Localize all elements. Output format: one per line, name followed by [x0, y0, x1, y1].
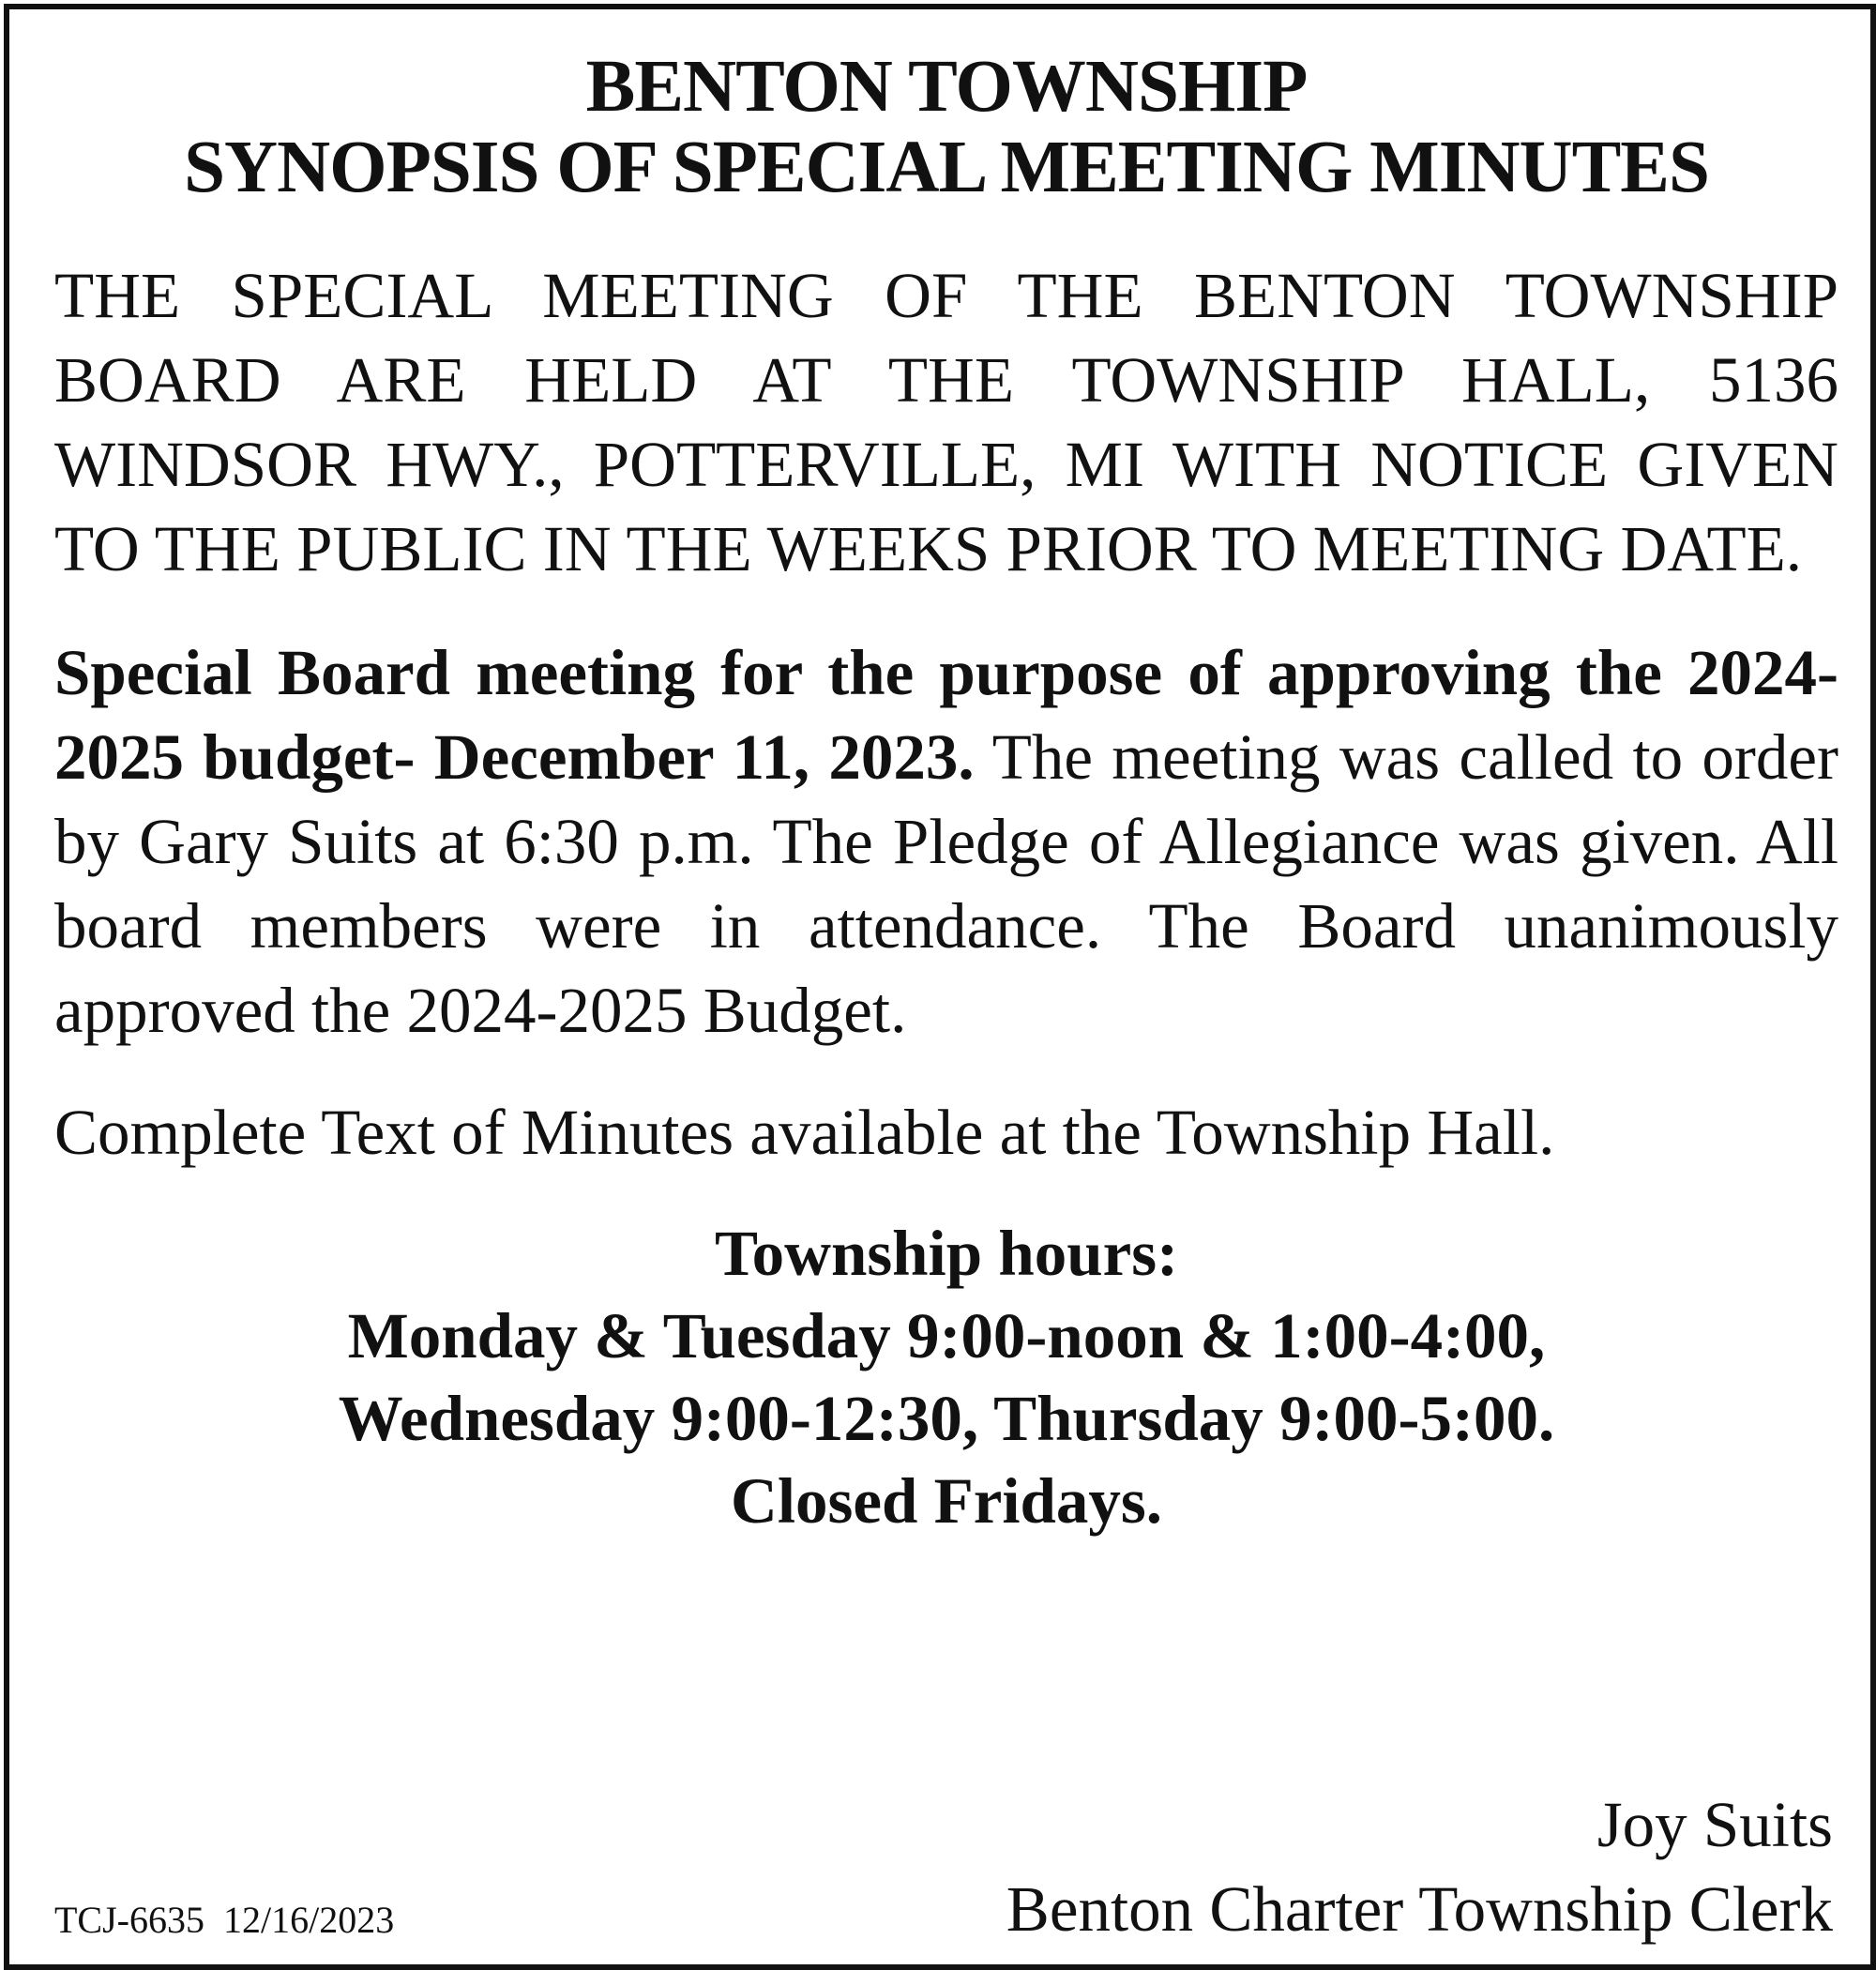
hours-line-3: Closed Fridays. [730, 1465, 1163, 1537]
signature-title: Benton Charter Township Clerk [1006, 1873, 1833, 1945]
hours-heading: Township hours: [714, 1218, 1179, 1289]
signature-block [1006, 1782, 1833, 1951]
hours-line-2: Wednesday 9:00-12:30, Thursday 9:00-5:00. [338, 1383, 1555, 1454]
title-line-1: BENTON TOWNSHIP [585, 46, 1308, 128]
complete-text-note: Complete Text of Minutes available at the Township Hall. [54, 1097, 1555, 1168]
hours-line-1: Monday & Tuesday 9:00-noon & 1:00-4:00, [347, 1300, 1546, 1371]
minutes-body: The meeting was called to order by Gary Suits at 6:30 p.m. The Pledge of Allegiance was given. All board members were in attendance. The Board unanimously approved the 2024-2025 Budget. [54, 721, 1838, 1046]
minutes-paragraph [54, 630, 1838, 1053]
reference-code: TCJ-6635 12/16/2023 [54, 1899, 395, 1941]
township-hours [54, 1212, 1838, 1542]
signature-name: Joy Suits [1596, 1789, 1833, 1860]
notice-content [54, 9, 1838, 1542]
title-line-2: SYNOPSIS OF SPECIAL MEETING MINUTES [184, 127, 1709, 208]
minutes-heading: Special Board meeting for the purpose of approving the 2024-2025 budget- December 11, 2023. [54, 637, 1838, 793]
notice-title [54, 47, 1838, 208]
intro-paragraph: THE SPECIAL MEETING OF THE BENTON TOWNSHIP BOARD ARE HELD AT THE TOWNSHIP HALL, 5136 WINDSOR HWY., POTTERVILLE, MI WITH NOTICE GIVEN TO THE PUBLIC IN THE WEEKS PRIOR TO MEETING DATE. [54, 260, 1838, 584]
legal-notice [4, 4, 1876, 1970]
